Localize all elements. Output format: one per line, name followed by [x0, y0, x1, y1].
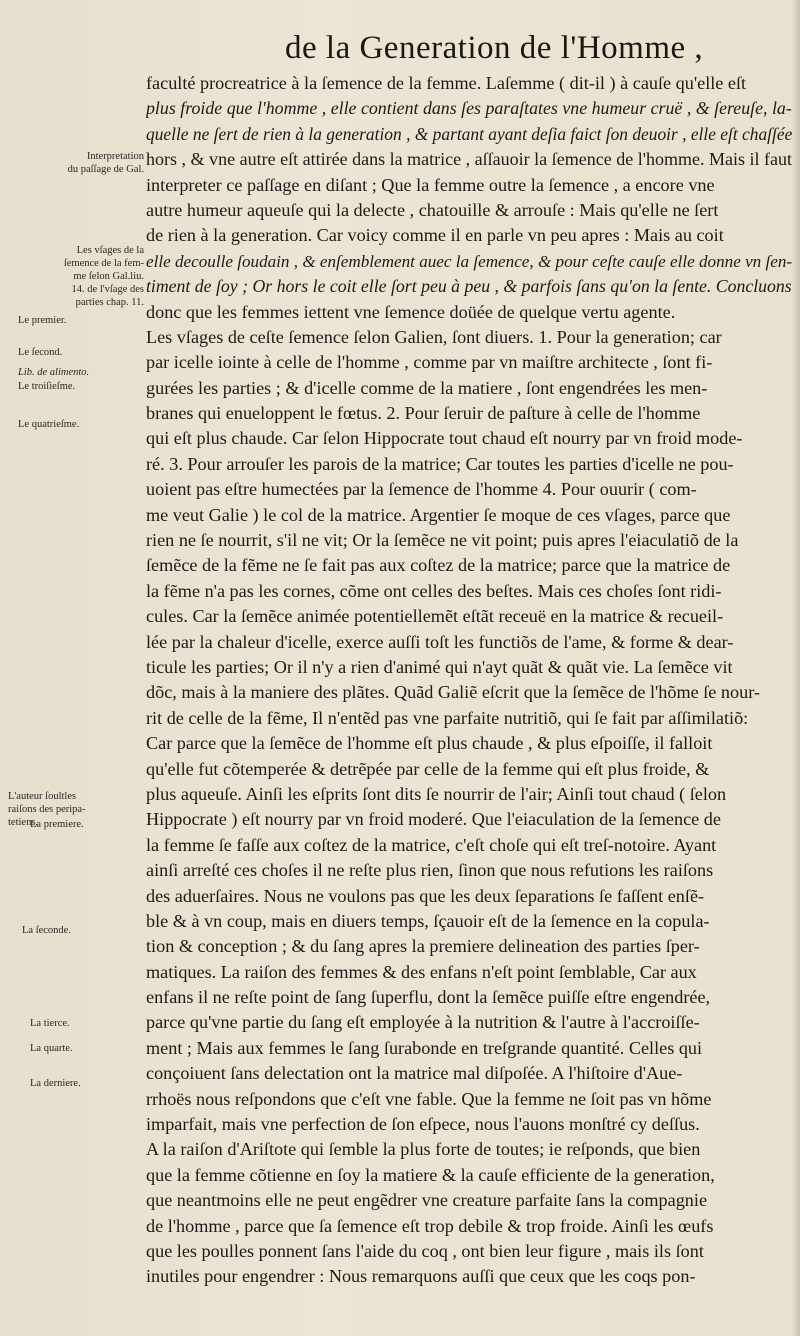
text-line: conçoiuent ſans delectation ont la matrice mal diſpoſée. A l'hiſtoire d'Aue- — [146, 1063, 683, 1084]
text-line: la fẽme n'a pas les cornes, cõme ont celles des beſtes. Mais ces choſes ſont ridi- — [146, 580, 722, 601]
text-line: imparfait, mais vne perfection de ſon eſpece, nous l'auons monſtré cy deſſus. — [146, 1114, 700, 1135]
text-line: ment ; Mais aux femmes le ſang ſurabonde en treſgrande quantité. Celles qui — [146, 1037, 703, 1058]
margin-note-second: Le ſecond. — [18, 347, 63, 358]
margin-note-first: Le premier. — [18, 315, 67, 326]
text-line: ré. 3. Pour arrouſer les parois de la matrice; Car toutes les parties d'icelle ne pou- — [146, 453, 734, 474]
text-line: que les poulles ponnent ſans l'aide du coq , ont bien leur figure , mais ils ſont — [146, 1240, 704, 1261]
text-line: timent de ſoy ; Or hors le coit elle ſort peu à peu , & parfois ſans qu'on la ſente. Concluons — [146, 276, 792, 297]
text-line: rien ne ſe nourrit, s'il ne vit; Or la ſemẽce ne vit point; puis apres l'eiaculatiõ de la — [146, 530, 739, 551]
text-line: enfans il ne reſte point de ſang ſuperflu, dont la ſemẽce puiſſe eſtre engendrée, — [146, 987, 711, 1008]
text-line: que neantmoins elle ne peut engẽdrer vne creature parfaite ſans la compagnie — [146, 1190, 708, 1211]
text-line: elle decoulle ſoudain , & enſemblement auec la ſemence, & pour ceſte cauſe elle donne vn ſen- — [146, 251, 792, 271]
page-edge-shadow — [792, 0, 800, 1336]
margin-note-derniere: La derniere. — [30, 1078, 81, 1089]
text-line: Hippocrate ) eſt nourry par vn froid moderé. Que l'eiaculation de la ſemence de — [146, 809, 721, 830]
text-line: Les vſages de ceſte ſemence ſelon Galien, ſont diuers. 1. Pour la generation; car — [146, 326, 722, 347]
text-line: faculté procreatrice à la ſemence de la femme. Laſemme ( dit-il ) à cauſe qu'elle eſt — [146, 73, 747, 93]
text-line: autre humeur aqueuſe qui la delecte , chatouille & arrouſe : Mais qu'elle ne ſert — [146, 199, 719, 220]
text-line: qu'elle fut cõtemperée & detrẽpée par celle de la femme qui eſt plus froide, & — [146, 758, 710, 779]
text-line: ſemẽce de la fẽme ne ſe fait pas aux coſtez de la matrice; parce que la matrice de — [146, 555, 731, 576]
text-line: que la femme cõtienne en ſoy la matiere & la cauſe efficiente de la generation, — [146, 1164, 715, 1185]
text-line: donc que les femmes iettent vne ſemence doüée de quelque vertu agente. — [146, 301, 676, 322]
margin-note-quarte: La quarte. — [30, 1043, 73, 1054]
margin-note-third: Le troiſieſme. — [18, 381, 76, 392]
text-line: inutiles pour engendrer : Nous remarquons auſſi que ceux que les coqs pon- — [146, 1266, 696, 1287]
margin-note-seconde: La ſeconde. — [22, 925, 71, 936]
text-line: qui eſt plus chaude. Car ſelon Hippocrate tout chaud eſt nourry par vn froid mode- — [146, 428, 743, 449]
text-line: ble & à vn coup, mais en diuers temps, ſçauoir eſt de la ſemence en la copula- — [146, 910, 710, 931]
text-line: cules. Car la ſemẽce animée potentiellemẽt eſtãt receuë en la matrice & recueil- — [146, 606, 724, 627]
text-line: quelle ne ſert de rien à la generation , & partant ayant deſia faict ſon deuoir , elle eſt chaſſée — [146, 123, 792, 144]
running-header: de la Generation de l'Homme , — [285, 30, 704, 66]
text-line: interpreter ce paſſage en diſant ; Que la femme outre la ſemence , a encore vne — [146, 174, 715, 195]
margin-note-fourth: Le quatrieſme. — [18, 419, 80, 430]
text-line: plus froide que l'homme , elle contient dans ſes paraſtates vne humeur cruë , & ſereuſe, la- — [146, 98, 792, 119]
margin-note-usages: Les vſages de la ſemence de la fem- me ſelon Gal.liu. 14. de l'vſage des parties chap. 11. — [63, 245, 144, 308]
text-line: matiques. La raiſon des femmes & des enfans n'eſt point ſemblable, Car aux — [146, 961, 697, 982]
margin-note-premiere: La premiere. — [30, 819, 84, 830]
text-line: plus aqueuſe. Ainſi les eſprits ſont dits ſe nourrir de l'air; Ainſi tout chaud ( ſelon — [146, 783, 727, 804]
text-line: tion & conception ; & du ſang apres la premiere delineation des parties ſper- — [146, 936, 700, 957]
text-line: ticule les parties; Or il n'y a rien d'animé qui n'ayt quãt & quãt vie. La ſemẽce vit — [146, 656, 733, 677]
text-line: des aduerſaires. Nous ne voulons pas que les deux ſeparations ſe faſſent enſẽ- — [146, 885, 705, 906]
margin-note-author-refutes: L'auteur ſoultles raiſons des peripa- tetiens. — [8, 791, 86, 828]
margin-note-interpretation: Interpretation du paſſage de Gal. — [67, 151, 144, 175]
text-line: dõc, mais à la maniere des plãtes. Quãd Galiẽ eſcrit que la ſemẽce de l'hõme ſe nour- — [146, 682, 760, 703]
text-line: gurées les parties ; & d'icelle comme de la matiere , ſont engendrées les men- — [146, 377, 708, 398]
margin-note-tierce: La tierce. — [30, 1018, 70, 1029]
text-line: hors , & vne autre eſt attirée dans la matrice , aſſauoir la ſemence de l'homme. Mais il faut — [146, 149, 792, 170]
text-line: rrhoës nous reſpondons que c'eſt vne fable. Que la femme ne ſoit pas vn hõme — [146, 1088, 712, 1109]
text-line: branes qui enueloppent le fœtus. 2. Pour ſeruir de paſture à celle de l'homme — [146, 403, 701, 424]
text-line: de l'homme , parce que ſa ſemence eſt trop debile & trop froide. Ainſi les œufs — [146, 1215, 714, 1236]
text-line: A la raiſon d'Ariſtote qui ſemble la plus forte de toutes; ie reſponds, que bien — [146, 1139, 701, 1160]
text-line: me veut Galie ) le col de la matrice. Argentier ſe moque de ces vſages, parce que — [146, 504, 731, 525]
text-line: la femme ſe faſſe aux coſtez de la matrice, c'eſt choſe qui eſt treſ-notoire. Ayant — [146, 834, 717, 855]
text-line: ainſi arreſté ces choſes il ne reſte plus rien, ſinon que nous refutions les raiſons — [146, 860, 714, 881]
text-line: de rien à la generation. Car voicy comme il en parle vn peu apres : Mais au coit — [146, 225, 724, 246]
text-line: rit de celle de la fẽme, Il n'entẽd pas vne parfaite nutritiõ, qui ſe fait par aſſimilatiõ: — [146, 707, 749, 728]
text-line: uoient pas eſtre humectées par la ſemence de l'homme 4. Pour ouurir ( com- — [146, 479, 697, 500]
text-line: par icelle iointe à celle de l'homme , comme par vn maiſtre architecte , ſont fi- — [146, 352, 713, 373]
body-text — [146, 71, 792, 1290]
margin-note-lib-alimento: Lib. de alimento. — [18, 367, 90, 378]
margin-notes — [0, 0, 150, 1336]
text-line: parce qu'vne partie du ſang eſt employée à la nutrition & l'autre à l'accroiſſe- — [146, 1012, 700, 1033]
text-line: lée par la chaleur d'icelle, exerce auſſi toſt les functiõs de l'ame, & forme & dear- — [146, 631, 734, 652]
text-line: Car parce que la ſemẽce de l'homme eſt plus chaude , & plus eſpoiſſe, il falloit — [146, 733, 713, 754]
